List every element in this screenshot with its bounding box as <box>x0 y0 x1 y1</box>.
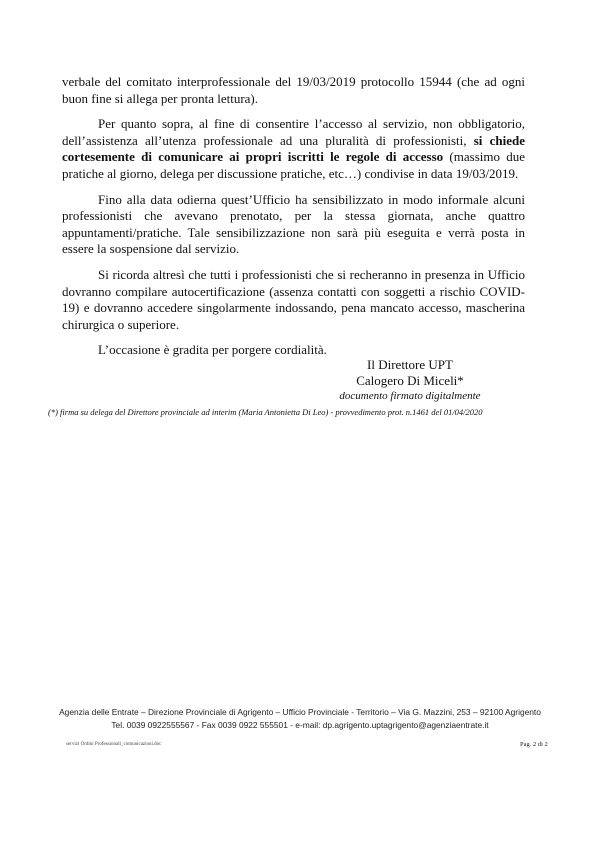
paragraph-access-rules <box>62 116 525 182</box>
signature-note: documento firmato digitalmente <box>339 390 481 402</box>
signature-role: Il Direttore UPT <box>367 357 453 372</box>
letter-body <box>62 74 525 368</box>
paragraph-covid: Si ricorda altresì che tutti i professionisti che si recheranno in presenza in Ufficio dovranno compilare autocertificazione (assenza contatti con soggetti a rischio COVID-19) e dovranno accedere singolarmente indossando, pena mancato accesso, mascherina chirurgica o superiore. <box>62 266 525 332</box>
signature-name: Calogero Di Miceli* <box>356 373 464 388</box>
signature-block <box>300 357 520 403</box>
paragraph-awareness: Fino alla data odierna quest’Ufficio ha sensibilizzato in modo informale alcuni professionisti che avevano prenotato, per la stessa giornata, anche quattro appuntamenti/pratiche. Tale sensibilizzazione non sarà più eseguita e verrà posta in essere la sospensione dal servizio. <box>62 191 525 257</box>
footer-contacts: Tel. 0039 0922555567 - Fax 0039 0922 555501 - e-mail: dp.agrigento.uptagrigento@agenziaentrate.it <box>111 720 489 730</box>
paragraph-verbale: verbale del comitato interprofessionale del 19/03/2019 protocollo 15944 (che ad ogni buon fine si allega per pronta lettura). <box>62 74 525 106</box>
paragraph-access-rules-text-a: Per quanto sopra, al fine di consentire l’accesso al servizio, non obbligatorio, dell’assistenza all’utenza professionale ad una pluralità di professionisti, <box>62 116 525 148</box>
delegation-footnote: (*) firma su delega del Direttore provinciale ad interim (Maria Antonietta Di Leo) - provvedimento prot. n.1461 del 01/04/2020 <box>48 407 483 417</box>
page-footer <box>20 706 580 732</box>
paragraph-access-rules-text-b: (massimo due pratiche al giorno, delega per discussione pratiche, etc…) condivise in data 19/03/2019. <box>62 149 525 181</box>
footer-address: Agenzia delle Entrate – Direzione Provinciale di Agrigento – Ufficio Provinciale - Territorio – Via G. Mazzini, 253 – 92100 Agrigento <box>59 707 541 717</box>
file-name: servizi Ordini Professionali_comunicazioni.doc <box>66 742 162 747</box>
paragraph-closing: L’occasione è gradita per porgere cordialità. <box>98 342 327 358</box>
paragraph-access-rules-bold: si chiede cortesemente di comunicare ai propri iscritti le regole di accesso <box>62 132 525 165</box>
page-number: Pag. 2 di 2 <box>520 741 548 748</box>
